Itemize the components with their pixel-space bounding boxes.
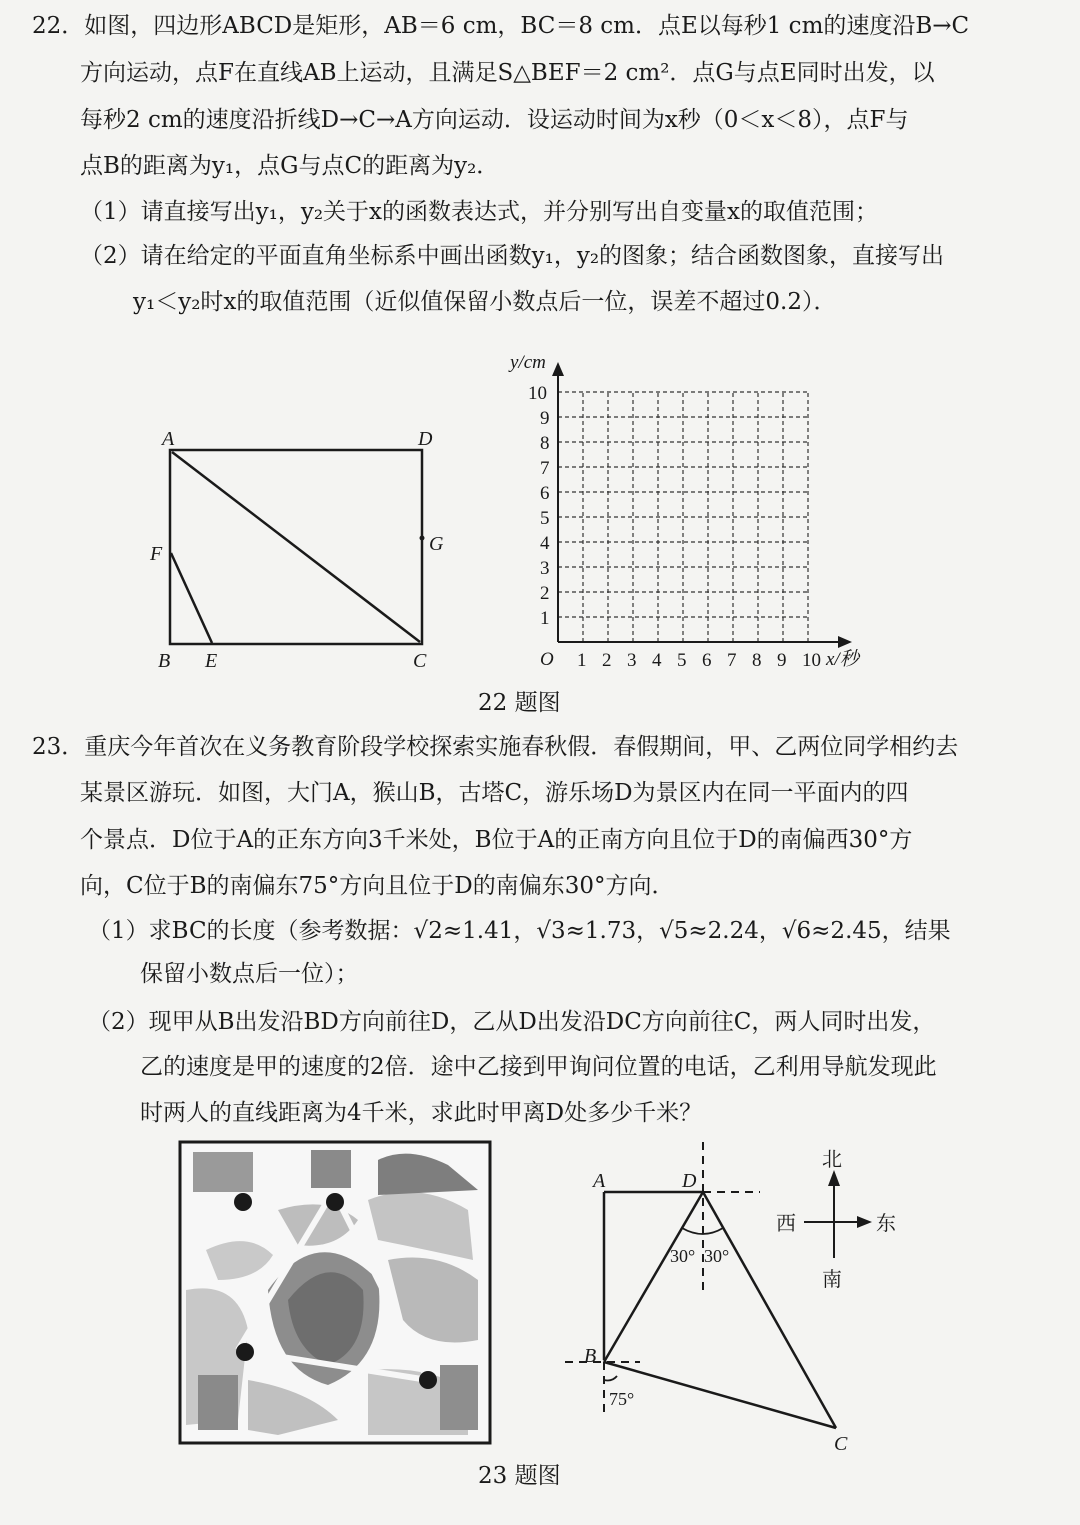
geo-label-b: B	[584, 1345, 597, 1367]
y-tick-label: 5	[540, 508, 550, 529]
q23-line-5: （1）求BC的长度（参考数据：√2≈1.41，√3≈1.73，√5≈2.24，√6≈2.45，结果	[88, 918, 951, 944]
compass-west: 西	[776, 1213, 796, 1235]
compass-south: 南	[822, 1269, 842, 1291]
q23-line-1: 23．重庆今年首次在义务教育阶段学校探索实施春秋假．春假期间，甲、乙两位同学相约去	[32, 734, 959, 760]
label-b: B	[158, 650, 171, 672]
north-arrow-icon	[828, 1170, 840, 1186]
q22-line-6: （2）请在给定的平面直角坐标系中画出函数y₁，y₂的图象；结合函数图象，直接写出	[80, 243, 945, 269]
q22-caption: 22 题图	[478, 690, 561, 716]
y-tick-label: 2	[540, 583, 550, 604]
segment-fe	[171, 553, 212, 643]
label-e: E	[205, 650, 218, 672]
x-tick-label: 2	[602, 650, 612, 671]
y-tick-label: 9	[540, 408, 550, 429]
label-a: A	[162, 428, 175, 450]
x-tick-label: 1	[577, 650, 587, 671]
origin-label: O	[540, 649, 554, 670]
q22-line-2: 方向运动，点F在直线AB上运动，且满足S△BEF＝2 cm²．点G与点E同时出发，以	[80, 60, 935, 86]
x-tick-label: 7	[727, 650, 737, 671]
point-g	[420, 536, 425, 541]
q23-line-2: 某景区游玩．如图，大门A，猴山B，古塔C，游乐场D为景区内在同一平面内的四	[80, 780, 909, 806]
angle-75: 75°	[609, 1389, 635, 1409]
angle-30-left: 30°	[670, 1246, 696, 1266]
q22-line-7: y₁＜y₂时x的取值范围（近似值保留小数点后一位，误差不超过0.2）．	[133, 289, 837, 315]
y-tick-label: 6	[540, 483, 550, 504]
x-axis-label: x/秒	[826, 649, 859, 670]
grid-lines	[558, 392, 808, 642]
y-axis-arrow	[552, 362, 564, 376]
q23-line-3: 个景点．D位于A的正东方向3千米处，B位于A的正南方向且位于D的南偏西30°方	[80, 827, 913, 853]
q23-caption: 23 题图	[478, 1463, 561, 1489]
geo-label-a: A	[593, 1170, 606, 1192]
compass-north: 北	[822, 1149, 842, 1171]
x-tick-label: 3	[627, 650, 637, 671]
x-tick-label: 4	[652, 650, 662, 671]
q22-line-3: 每秒2 cm的速度沿折线D→C→A方向运动．设运动时间为x秒（0＜x＜8），点F与	[80, 107, 909, 133]
label-g: G	[429, 533, 444, 555]
label-f: F	[150, 543, 163, 565]
y-tick-label: 10	[528, 383, 547, 404]
q23-line-4: 向，C位于B的南偏东75°方向且位于D的南偏东30°方向．	[80, 873, 675, 899]
q22-coordinate-grid	[500, 345, 880, 685]
q22-line-1: 22．如图，四边形ABCD是矩形，AB＝6 cm，BC＝8 cm．点E以每秒1 cm的速度沿B→C	[32, 13, 970, 39]
geo-label-c: C	[834, 1433, 848, 1455]
east-arrow-icon	[857, 1216, 872, 1228]
compass-east: 东	[876, 1213, 896, 1235]
label-c: C	[413, 650, 427, 672]
diagonal-ac	[172, 452, 420, 642]
q23-line-9: 时两人的直线距离为4千米，求此时甲离D处多少千米？	[140, 1100, 703, 1126]
x-tick-label: 9	[777, 650, 787, 671]
geo-label-d: D	[682, 1170, 697, 1192]
x-tick-label: 6	[702, 650, 712, 671]
scenic-area-map-image	[178, 1140, 492, 1445]
y-tick-label: 8	[540, 433, 550, 454]
q22-rectangle-figure	[140, 420, 470, 680]
y-tick-label: 4	[540, 533, 550, 554]
x-tick-label: 8	[752, 650, 762, 671]
x-tick-label: 5	[677, 650, 687, 671]
x-tick-label: 10	[802, 650, 821, 671]
q22-line-5: （1）请直接写出y₁，y₂关于x的函数表达式，并分别写出自变量x的取值范围；	[80, 199, 879, 225]
q23-line-8: 乙的速度是甲的速度的2倍．途中乙接到甲询问位置的电话，乙利用导航发现此	[140, 1054, 937, 1080]
q23-geometry-figure	[555, 1140, 925, 1460]
y-tick-label: 1	[540, 608, 550, 629]
q23-line-6: 保留小数点后一位）；	[140, 961, 359, 987]
label-d: D	[418, 428, 433, 450]
y-tick-label: 7	[540, 458, 550, 479]
q23-line-7: （2）现甲从B出发沿BD方向前往D，乙从D出发沿DC方向前往C，两人同时出发，	[88, 1009, 936, 1035]
y-tick-label: 3	[540, 558, 550, 579]
q22-line-4: 点B的距离为y₁，点G与点C的距离为y₂．	[80, 153, 500, 179]
y-axis-label: y/cm	[510, 352, 546, 373]
x-axis-arrow	[838, 636, 852, 648]
angle-30-right: 30°	[704, 1246, 730, 1266]
